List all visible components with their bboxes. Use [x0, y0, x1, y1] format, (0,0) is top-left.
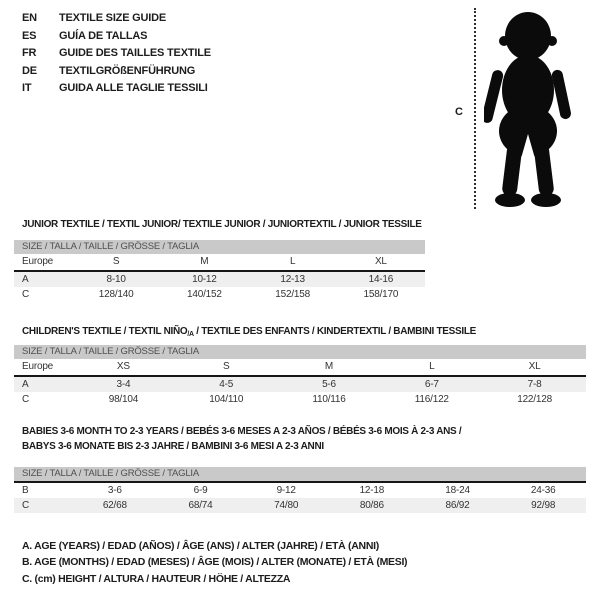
height-cell: 98/104: [108, 394, 139, 405]
age-cell: 24-36: [530, 485, 556, 496]
height-c-label: C: [455, 106, 463, 118]
lang-row-fr: [22, 45, 211, 63]
children-title-sub: /A: [187, 331, 194, 338]
lang-row-es: [22, 28, 211, 46]
legend-line-a: A. AGE (YEARS) / EDAD (AÑOS) / ÂGE (ANS) / ALTER (JAHRE) / ETÀ (ANNI): [22, 540, 379, 552]
height-cell: 68/74: [188, 500, 213, 511]
row-label: C: [22, 289, 30, 300]
children-table: [14, 345, 586, 407]
table-row-a: [14, 377, 586, 392]
row-label: B: [22, 485, 29, 496]
table-row-europe: [14, 254, 425, 270]
age-cell: 6-9: [193, 485, 208, 496]
lang-code: ES: [22, 29, 37, 42]
legend-line-c: C. (cm) HEIGHT / ALTURA / HAUTEUR / HÖHE / ALTEZZA: [22, 572, 291, 585]
row-label: A: [22, 379, 29, 390]
lang-title: TEXTILE SIZE GUIDE: [59, 12, 167, 24]
lang-row-en: [22, 10, 211, 28]
size-cell: XS: [116, 361, 130, 372]
size-header-bar: SIZE / TALLA / TAILLE / GRÖSSE / TAGLIA: [14, 345, 586, 359]
height-cell: 92/98: [531, 500, 556, 511]
row-label: Europe: [22, 256, 54, 267]
lang-code: FR: [22, 47, 37, 60]
size-cell: L: [289, 256, 296, 267]
children-title-post: / TEXTILE DES ENFANTS / KINDERTEXTIL / BAMBINI TESSILE: [193, 326, 477, 337]
lang-title: GUIDE DES TAILLES TEXTILE: [59, 47, 211, 60]
children-table-title: [22, 326, 476, 338]
table-row-c: [14, 498, 586, 513]
height-cell: 116/122: [414, 394, 449, 405]
height-cell: 80/86: [359, 500, 384, 511]
age-cell: 3-6: [107, 485, 122, 496]
row-label: C: [22, 500, 30, 511]
size-cell: L: [429, 361, 435, 372]
height-cell: 128/140: [98, 289, 134, 300]
language-list: [22, 10, 211, 98]
height-cell: 62/68: [102, 500, 127, 511]
height-cell: 74/80: [274, 500, 299, 511]
lang-code: EN: [22, 12, 37, 24]
row-label: A: [22, 274, 29, 285]
babies-table: [14, 467, 586, 513]
height-cell: 104/110: [209, 394, 244, 405]
size-cell: S: [222, 361, 230, 372]
lang-row-de: [22, 63, 211, 81]
lang-title: GUÍA DE TALLAS: [59, 29, 148, 42]
lang-code: IT: [22, 82, 32, 95]
age-cell: 14-16: [368, 274, 394, 285]
height-cell: 152/158: [275, 289, 310, 300]
size-cell: M: [324, 361, 334, 372]
table-row-europe: [14, 359, 586, 375]
size-header-bar: SIZE / TALLA / TAILLE / GRÖSSE / TAGLIA: [14, 467, 586, 481]
age-cell: 4-5: [219, 379, 234, 390]
height-cell: 110/116: [312, 394, 346, 405]
age-cell: 12-18: [359, 485, 385, 496]
height-cell: 158/170: [363, 289, 399, 300]
babies-title-line2: BABYS 3-6 MONATE BIS 2-3 JAHRE / BAMBINI 3-6 MESI A 2-3 ANNI: [22, 441, 324, 452]
size-header-bar: SIZE / TALLA / TAILLE / GRÖSSE / TAGLIA: [14, 240, 425, 254]
size-cell: S: [112, 256, 120, 267]
row-label: C: [22, 394, 30, 405]
baby-silhouette-icon: [484, 10, 576, 210]
height-cell: 122/128: [517, 394, 552, 405]
junior-table-title: JUNIOR TEXTILE / TEXTIL JUNIOR/ TEXTILE JUNIOR / JUNIORTEXTIL / JUNIOR TESSILE: [22, 219, 422, 230]
babies-table-title: [22, 424, 542, 454]
children-title-pre: CHILDREN'S TEXTILE / TEXTIL NIÑO: [22, 326, 188, 337]
height-dotted-line: [474, 8, 476, 209]
table-row-a: [14, 272, 425, 287]
size-cell: XL: [528, 361, 541, 372]
age-cell: 10-12: [192, 274, 217, 285]
table-row-c: [14, 392, 586, 407]
babies-title-line1: BABIES 3-6 MONTH TO 2-3 YEARS / BEBÉS 3-6 MESES A 2-3 AÑOS / BÉBÉS 3-6 MOIS À 2-3 ANS /: [22, 426, 462, 437]
age-cell: 5-6: [322, 379, 336, 390]
age-cell: 12-13: [280, 274, 305, 285]
table-row-b: [14, 483, 586, 498]
row-label: Europe: [22, 361, 54, 372]
size-cell: XL: [374, 256, 387, 267]
table-row-c: [14, 287, 425, 302]
legend-line-b: B. AGE (MONTHS) / EDAD (MESES) / ÂGE (MOIS) / ALTER (MONATE) / ETÀ (MESI): [22, 556, 408, 569]
age-cell: 18-24: [445, 485, 470, 496]
age-cell: 6-7: [424, 379, 439, 390]
measurement-legend: [22, 538, 407, 587]
lang-title: TEXTILGRÖßENFÜHRUNG: [59, 64, 196, 77]
age-cell: 7-8: [527, 379, 542, 390]
age-cell: 3-4: [116, 379, 131, 390]
age-cell: 9-12: [276, 485, 296, 496]
lang-title: GUIDA ALLE TAGLIE TESSILI: [59, 82, 208, 95]
lang-row-it: [22, 80, 211, 98]
junior-table: [14, 240, 425, 302]
height-cell: 140/152: [187, 289, 222, 300]
height-cell: 86/92: [445, 500, 470, 511]
age-cell: 8-10: [106, 274, 126, 285]
size-cell: M: [200, 256, 209, 267]
lang-code: DE: [22, 64, 37, 77]
